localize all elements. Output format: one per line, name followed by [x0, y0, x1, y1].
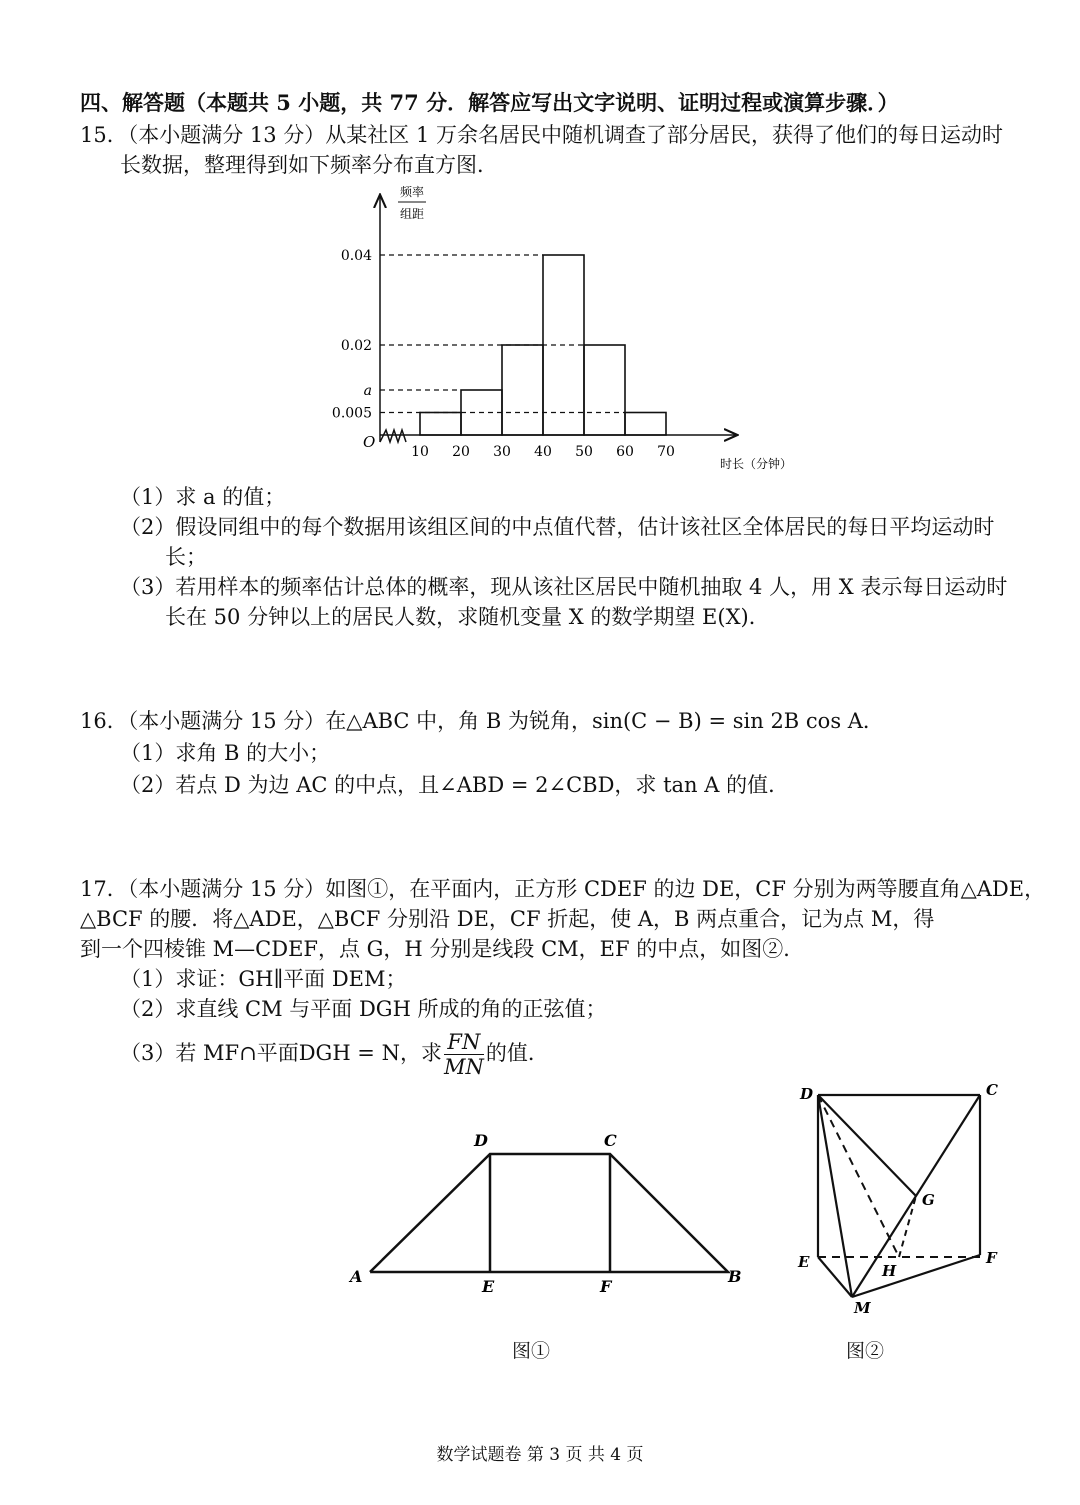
q17-part-2: （2）求直线 CM 与平面 DGH 所成的角的正弦值； — [120, 997, 607, 1021]
fraction-denominator: MN — [443, 1055, 484, 1079]
q15-part-2b: 长； — [165, 545, 207, 569]
fig1-label-f: F — [600, 1277, 612, 1296]
q15-lead-2: 长数据，整理得到如下频率分布直方图． — [120, 153, 498, 177]
origin-label: O — [363, 433, 376, 451]
q17-lead-3: 到一个四棱锥 M—CDEF，点 G，H 分别是线段 CM，EF 的中点，如图②． — [80, 937, 805, 961]
fig2-label-e: E — [798, 1253, 810, 1271]
y-tick-label: 0.02 — [340, 338, 372, 354]
x-tick-label: 10 — [411, 444, 429, 460]
q17-part-3-suffix: 的值． — [485, 1041, 549, 1065]
x-tick-label: 30 — [493, 444, 511, 460]
figure-2-diagram — [790, 1075, 1020, 1325]
x-tick-label: 60 — [616, 444, 634, 460]
y-tick-label: 0.005 — [331, 405, 372, 422]
fraction-fn-mn — [444, 1030, 484, 1079]
x-tick-label: 40 — [534, 444, 552, 460]
fig2-label-d: D — [800, 1085, 814, 1103]
x-tick-label: 50 — [575, 444, 593, 460]
fig1-label-d: D — [474, 1131, 488, 1150]
fig2-label-f: F — [986, 1249, 997, 1267]
fig1-label-a: A — [350, 1267, 363, 1286]
q17-part-3-prefix: （3）若 MF∩平面DGH = N，求 — [120, 1041, 442, 1065]
q15-part-2a: （2）假设同组中的每个数据用该组区间的中点值代替，估计该社区全体居民的每日平均运动时 — [120, 515, 995, 539]
fig2-label-c: C — [986, 1081, 998, 1099]
q15-part-3b: 长在 50 分钟以上的居民人数，求随机变量 X 的数学期望 E(X)． — [165, 605, 770, 629]
fig1-label-e: E — [482, 1277, 495, 1296]
q17-part-3 — [120, 1028, 549, 1079]
x-axis-label: 时长（分钟） — [720, 457, 793, 471]
q15-part-1: （1）求 a 的值； — [120, 485, 286, 509]
fig2-label-m: M — [854, 1299, 871, 1317]
q17-lead: 17．（本小题满分 15 分）如图①，在平面内，正方形 CDEF 的边 DE，CF 分别为两等腰直角△ADE， — [80, 877, 1046, 901]
figure-2-caption: 图② — [846, 1340, 885, 1362]
fig1-label-b: B — [728, 1267, 742, 1286]
q16-lead: 16．（本小题满分 15 分）在△ABC 中，角 B 为锐角，sin(C − B) = sin 2B cos A． — [80, 709, 884, 733]
y-axis-label-numerator: 频率 — [399, 185, 425, 199]
figure-1-caption: 图① — [512, 1340, 551, 1362]
q16-part-1: （1）求角 B 的大小； — [120, 741, 331, 765]
figure-1-diagram — [340, 1120, 760, 1300]
histogram-bar — [584, 345, 625, 435]
y-tick-label: 0.04 — [340, 248, 372, 264]
fraction-numerator: FN — [444, 1030, 484, 1055]
q16-part-2: （2）若点 D 为边 AC 的中点，且∠ABD = 2∠CBD，求 tan A 的值． — [120, 773, 790, 797]
fig2-label-g: G — [922, 1191, 935, 1209]
y-tick-label: a — [363, 383, 372, 399]
q17-lead-2: △BCF 的腰．将△ADE，△BCF 分别沿 DE，CF 折起，使 A，B 两点重合，记为点 M，得 — [80, 907, 935, 931]
section-title: 四、解答题（本题共 5 小题，共 77 分．解答应写出文字说明、证明过程或演算步骤．） — [80, 90, 899, 115]
histogram-bar — [502, 345, 543, 435]
fig1-label-c: C — [604, 1131, 617, 1150]
histogram-chart — [300, 180, 793, 480]
q15-part-3a: （3）若用样本的频率估计总体的概率，现从该社区居民中随机抽取 4 人，用 X 表示每日运动时 — [120, 575, 1008, 599]
fig2-label-h: H — [882, 1262, 897, 1280]
x-axis-break — [380, 430, 406, 442]
q15-lead: 15．（本小题满分 13 分）从某社区 1 万余名居民中随机调查了部分居民，获得了他们的每日运动时 — [80, 123, 1004, 147]
histogram-bar — [420, 413, 461, 436]
x-tick-label: 20 — [452, 444, 470, 460]
q17-part-1: （1）求证：GH∥平面 DEM； — [120, 967, 407, 991]
histogram-bar — [625, 413, 666, 436]
page-footer: 数学试题卷 第 3 页 共 4 页 — [436, 1445, 644, 1465]
y-axis-label-denominator: 组距 — [399, 207, 425, 221]
x-tick-label: 70 — [657, 444, 675, 460]
